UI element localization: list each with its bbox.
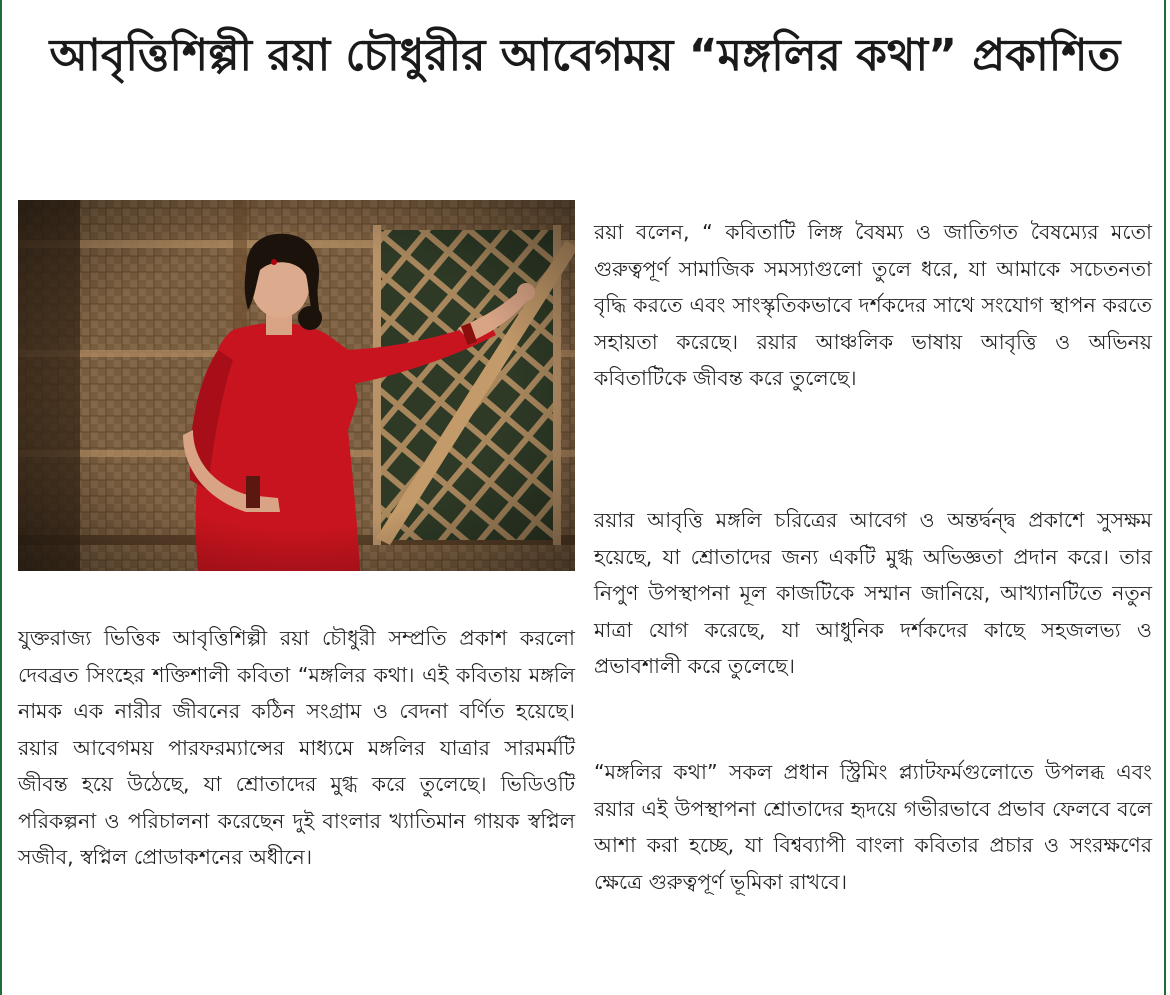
paragraph-right-1: রয়া বলেন, “ কবিতাটি লিঙ্গ বৈষম্য ও জাতিগত বৈষম্যের মতো গুরুত্বপূর্ণ সামাজিক সমস্যাগুলো তুলে ধরে, যা আমাকে সচেতনতা বৃদ্ধি করতে এবং সাংস্কৃতিকভাবে দর্শকদের সাথে সংযোগ স্থাপন করতে সহায়তা করেছে। রয়ার আঞ্চলিক ভাষায় আবৃত্তি ও অভিনয় কবিতাটিকে জীবন্ত করে তুলেছে। (594, 220, 1152, 390)
article-headline: আবৃত্তিশিল্পী রয়া চৌধুরীর আবেগময় “মঙ্গলির কথা” প্রকাশিত (49, 30, 1121, 81)
article-photo (18, 200, 575, 571)
paragraph-right-2: রয়ার আবৃত্তি মঙ্গলি চরিত্রের আবেগ ও অন্তর্দ্বন্দ্ব প্রকাশে সুসক্ষম হয়েছে, যা শ্রোতাদের জন্য একটি মুগ্ধ অভিজ্ঞতা প্রদান করে। তার নিপুণ উপস্থাপনা মূল কাজটিকে সম্মান জানিয়ে, আখ্যানটিতে নতুন মাত্রা যোগ করেছে, যা আধুনিক দর্শকদের কাছে সহজলভ্য ও প্রভাবশালী করে তুলেছে। (594, 508, 1152, 678)
paragraph-right-3: “মঙ্গলির কথা” সকল প্রধান স্ট্রিমিং প্ল্যাটফর্মগুলোতে উপলব্ধ এবং রয়ার এই উপস্থাপনা শ্রোতাদের হৃদয়ে গভীরভাবে প্রভাব ফেলবে বলে আশা করা হচ্ছে, যা বিশ্বব্যাপী বাংলা কবিতার প্রচার ও সংরক্ষণের ক্ষেত্রে গুরুত্বপূর্ণ ভূমিকা রাখবে। (594, 760, 1152, 894)
paragraph-left: যুক্তরাজ্য ভিত্তিক আবৃত্তিশিল্পী রয়া চৌধুরী সম্প্রতি প্রকাশ করলো দেবব্রত সিংহের শক্তিশালী কবিতা “মঙ্গলির কথা। এই কবিতায় মঙ্গলি নামক এক নারীর জীবনের কঠিন সংগ্রাম ও বেদনা বর্ণিত হয়েছে। রয়ার আবেগময় পারফরম্যান্সের মাধ্যমে মঙ্গলির যাত্রার সারমর্মটি জীবন্ত হয়ে উঠেছে, যা শ্রোতাদের মুগ্ধ করে তুলেছে। ভিডিওটি পরিকল্পনা ও পরিচালনা করেছেন দুই বাংলার খ্যাতিমান গায়ক স্বপ্নিল সজীব, স্বপ্নিল প্রোডাকশনের অধীনে। (18, 626, 575, 869)
